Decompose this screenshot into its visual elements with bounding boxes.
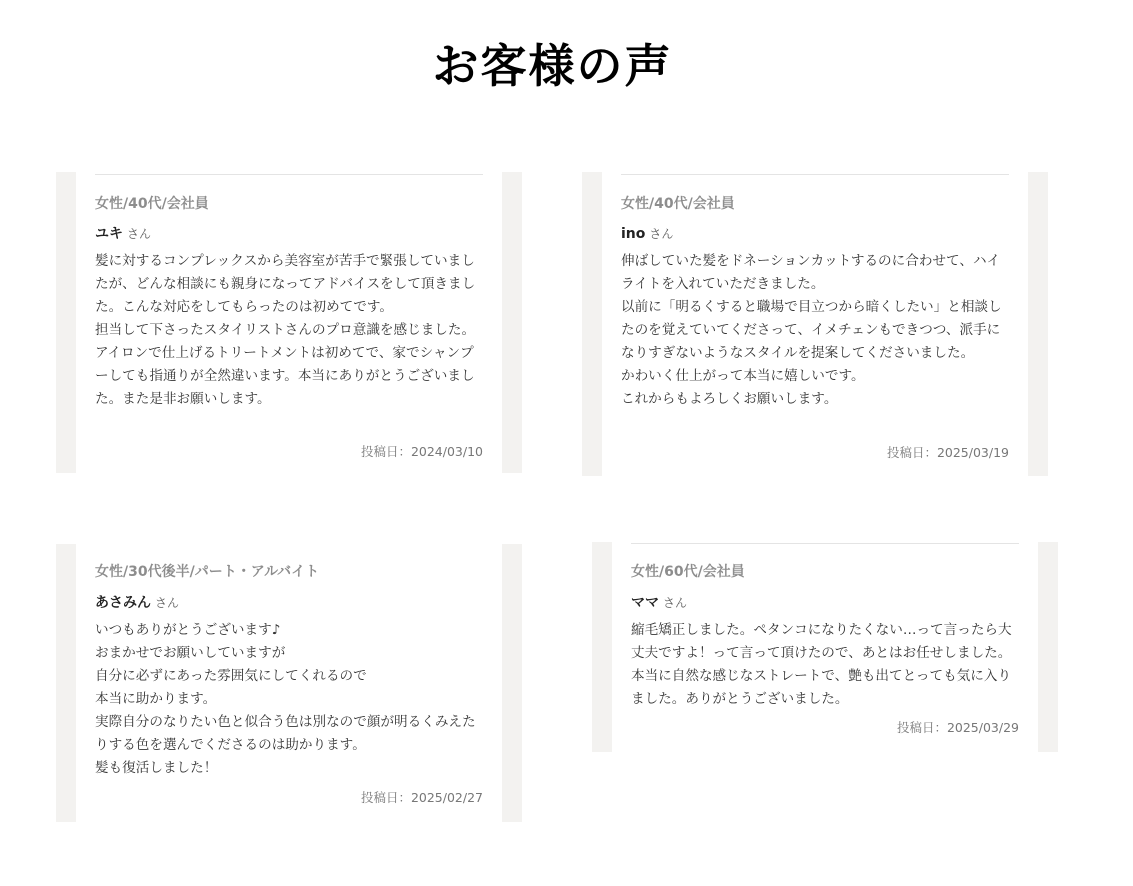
post-date-value: 2025/03/29	[946, 720, 1019, 735]
post-date	[361, 442, 483, 460]
card-right-rail	[1028, 172, 1048, 476]
reviewer-profile: 女性/60代/会社員	[631, 564, 745, 580]
post-date-value: 2024/03/10	[410, 444, 483, 459]
reviewer-name: あさみん	[95, 595, 151, 611]
page-title: お客様の声	[432, 39, 673, 93]
card-right-rail	[502, 172, 522, 473]
reviewer-name-line	[621, 223, 673, 242]
review-content	[95, 172, 483, 473]
post-date	[361, 788, 483, 806]
card-left-rail	[582, 172, 602, 476]
post-date-value: 2025/03/19	[936, 445, 1009, 460]
review-body: 伸ばしていた髪をドネーションカットするのに合わせて、ハイライトを入れていただきました。 以前に「明るくすると職場で目立つから暗くしたい」と相談したのを覚えていてくださって、イメチェンもできつつ、派手になりすぎないようなスタイルを提案してくださいました。 かわいく仕上がって本当に嬉しいです。 これからもよろしくお願いします。	[621, 253, 1002, 407]
review-card	[56, 172, 522, 473]
review-content	[95, 544, 483, 822]
post-date-label: 投稿日：	[360, 444, 411, 459]
reviewer-name: ino	[621, 226, 646, 242]
post-date	[897, 718, 1019, 736]
review-content	[631, 542, 1019, 752]
card-left-rail	[56, 172, 76, 473]
reviewer-name-line	[631, 592, 687, 612]
reviewer-honorific: さん	[155, 596, 180, 610]
card-divider	[621, 174, 1009, 175]
card-left-rail	[592, 542, 612, 752]
review-card	[592, 542, 1058, 752]
reviewer-profile: 女性/40代/会社員	[621, 196, 735, 212]
review-card	[582, 172, 1048, 476]
review-body: いつもありがとうございます♪ おまかせでお願いしていますが 自分に必ずにあった雰囲気にしてくれるので 本当に助かります。 実際自分のなりたい色と似合う色は別なので顔が明るくみえたりする色を選んでくださるのは助かります。 髪も復活しました！	[95, 622, 476, 776]
post-date-label: 投稿日：	[896, 720, 947, 735]
post-date-value: 2025/02/27	[410, 790, 483, 805]
reviewer-honorific: さん	[663, 596, 688, 610]
card-divider	[95, 174, 483, 175]
reviewer-honorific: さん	[127, 227, 152, 241]
reviewer-name: ユキ	[95, 226, 123, 242]
card-divider	[631, 543, 1019, 544]
card-left-rail	[56, 544, 76, 822]
post-date-label: 投稿日：	[360, 790, 411, 805]
card-right-rail	[1038, 542, 1058, 752]
review-body: 縮毛矯正しました。ペタンコになりたくない…って言ったら大丈夫ですよ！って言って頂けたので、あとはお任せしました。本当に自然な感じなストレートで、艶も出てとっても気に入りました。ありがとうございました。	[631, 622, 1012, 707]
review-card	[56, 544, 522, 822]
reviewer-name-line	[95, 223, 151, 243]
card-right-rail	[502, 544, 522, 822]
reviewer-honorific: さん	[649, 227, 674, 241]
post-date-label: 投稿日：	[886, 445, 937, 460]
review-content	[621, 172, 1009, 476]
reviewer-profile: 女性/40代/会社員	[95, 196, 209, 212]
post-date	[887, 443, 1009, 461]
reviewer-profile: 女性/30代後半/パート・アルバイト	[95, 564, 320, 580]
reviewer-name: ママ	[631, 595, 659, 611]
reviewer-name-line	[95, 592, 179, 612]
review-body: 髪に対するコンプレックスから美容室が苦手で緊張していましたが、どんな相談にも親身になってアドバイスをして頂きました。こんな対応をしてもらったのは初めてです。 担当して下さったスタイリストさんのプロ意識を感じました。 アイロンで仕上げるトリートメントは初めてで、家でシャンプーしても指通りが全然違います。本当にありがとうございました。また是非お願いします。	[95, 253, 476, 407]
